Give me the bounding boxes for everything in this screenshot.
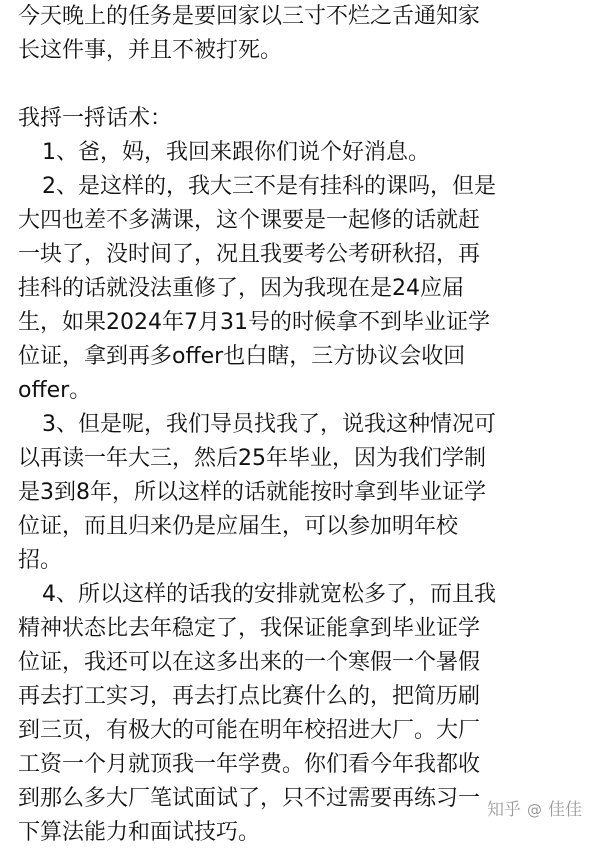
zhihu-watermark [487,800,582,820]
watermark-author: 佳佳 [548,800,582,820]
watermark-separator: @ [527,801,542,819]
watermark-platform: 知乎 [487,800,521,820]
text-line: offer。 [18,378,92,403]
text-line: 招。 [18,548,63,573]
text-line: 位证，拿到再多offer也白瞎，三方协议会收回 [18,344,466,369]
text-line: 位证，我还可以在这多出来的一个寒假一个暑假 [18,650,481,675]
list-item-4: 4、所以这样的话我的安排就宽松多了，而且我 [42,582,496,607]
text-line: 今天晚上的任务是要回家以三寸不烂之舌通知家 [18,4,481,29]
text-line: 挂科的话就没法重修了，因为我现在是24应届 [18,276,464,301]
post-text [18,0,588,850]
text-line: 是3到8年，所以这样的话就能按时拿到毕业证学 [18,480,486,505]
text-line: 一块了，没时间了，况且我要考公考研秋招，再 [18,242,481,267]
text-line: 到那么多大厂笔试面试了，只不过需要再练习一 [18,786,481,811]
text-line: 大四也差不多满课，这个课要是一起修的话就赶 [18,208,481,233]
text-line: 以再读一年大三，然后25年毕业，因为我们学制 [18,446,486,471]
section-heading: 我捋一捋话术： [18,106,173,131]
text-line: 到三页，有极大的可能在明年校招进大厂。大厂 [18,718,481,743]
text-line: 工资一个月就顶我一年学费。你们看今年我都收 [18,752,481,777]
blank-line [18,68,588,102]
text-line: 再去打工实习，再去打点比赛什么的，把简历刷 [18,684,481,709]
list-item-2: 2、是这样的，我大三不是有挂科的课吗，但是 [42,174,496,199]
list-item-3: 3、但是呢，我们导员找我了，说我这种情况可 [42,412,496,437]
text-line: 生，如果2024年7月31号的时候拿不到毕业证学 [18,310,490,335]
text-line: 位证，而且归来仍是应届生，可以参加明年校 [18,514,459,539]
list-item-1: 1、爸，妈，我回来跟你们说个好消息。 [42,140,430,165]
text-line: 精神状态比去年稳定了，我保证能拿到毕业证学 [18,616,481,641]
text-line: 下算法能力和面试技巧。 [18,820,261,845]
text-line: 长这件事，并且不被打死。 [18,38,283,63]
